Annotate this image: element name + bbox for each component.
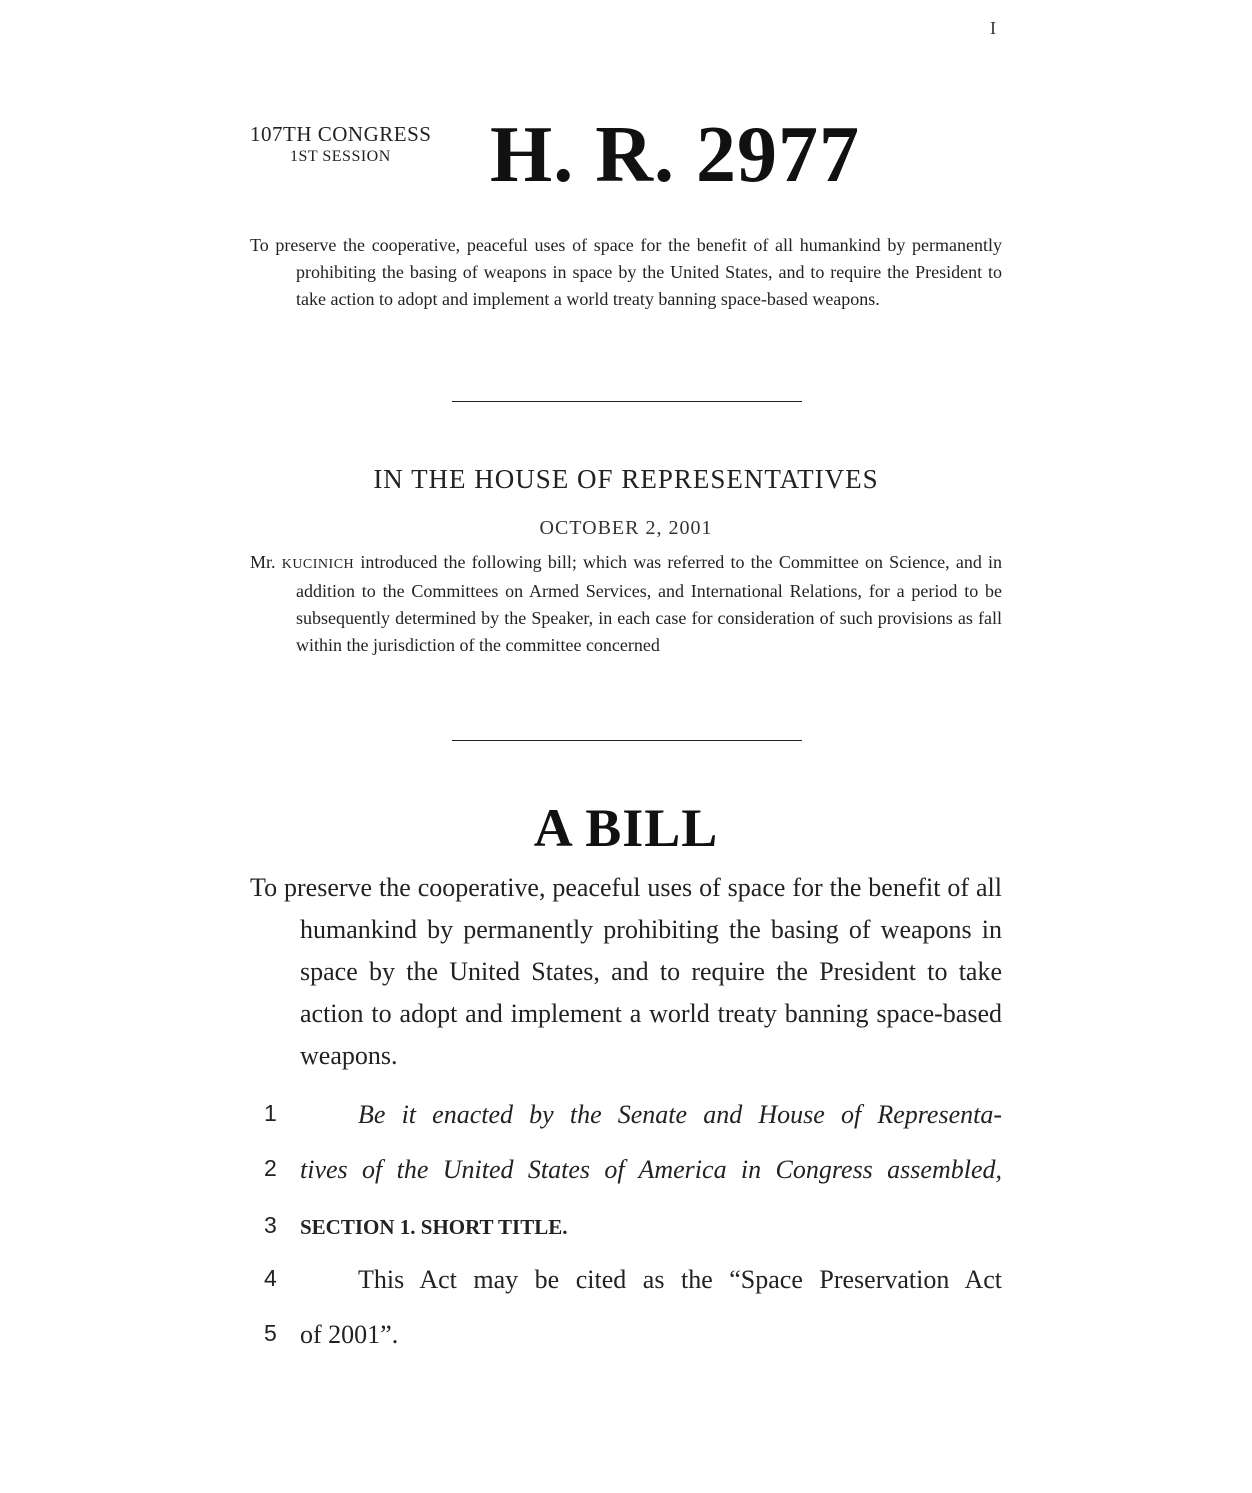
introduction-date: OCTOBER 2, 2001 (539, 517, 713, 539)
line-text: Be it enacted by the Senate and House of Representa- (358, 1100, 1002, 1129)
long-title (250, 867, 1002, 1077)
numbered-line (250, 1100, 1002, 1140)
line-text: This Act may be cited as the “Space Preservation Act (358, 1265, 1002, 1294)
line-number: 2 (264, 1155, 277, 1181)
long-title-text: To preserve the cooperative, peaceful uses of space for the benefit of all humankind by permanently prohibiting the basing of weapons in space by the United States, and to require the President to take action to adopt and implement a world treaty banning space-based weapons. (250, 873, 1002, 1070)
session-label: 1ST SESSION (290, 148, 391, 165)
sponsor-name: KUCINICH (281, 557, 355, 572)
numbered-line (250, 1212, 1002, 1252)
line-text: of 2001”. (300, 1320, 399, 1349)
document-type-heading: A BILL (533, 798, 719, 858)
divider-rule (452, 401, 802, 402)
introduction-text: introduced the following bill; which was referred to the Committee on Science, and in addition to the Committees on Armed Services, and International Relations, for a period to be subsequently determined by the Speaker, in each case for consideration of such provisions as fall within the jurisdiction of the committee concerned (296, 552, 1003, 655)
line-number: 4 (264, 1265, 277, 1291)
line-number: 3 (264, 1212, 277, 1238)
numbered-line (250, 1320, 1002, 1360)
line-text: tives of the United States of America in Congress assembled, (300, 1155, 1002, 1184)
bill-summary (250, 232, 1002, 313)
summary-text: To preserve the cooperative, peaceful uses of space for the benefit of all humankind by permanently prohibiting the basing of weapons in space by the United States, and to require the President to take action to adopt and implement a world treaty banning space-based weapons. (250, 235, 1002, 309)
numbered-line (250, 1265, 1002, 1305)
line-number: 5 (264, 1320, 277, 1346)
bill-number: H. R. 2977 (490, 111, 860, 199)
sponsor-prefix: Mr. (250, 552, 276, 572)
numbered-line (250, 1155, 1002, 1195)
introduction-paragraph (250, 549, 1002, 659)
bill-header (250, 111, 1010, 208)
page-number: I (990, 18, 996, 38)
chamber-heading: IN THE HOUSE OF REPRESENTATIVES (373, 464, 879, 494)
congress-label: 107TH CONGRESS (250, 122, 432, 146)
line-number: 1 (264, 1100, 277, 1126)
section-heading: SECTION 1. SHORT TITLE. (300, 1215, 568, 1239)
divider-rule (452, 740, 802, 741)
